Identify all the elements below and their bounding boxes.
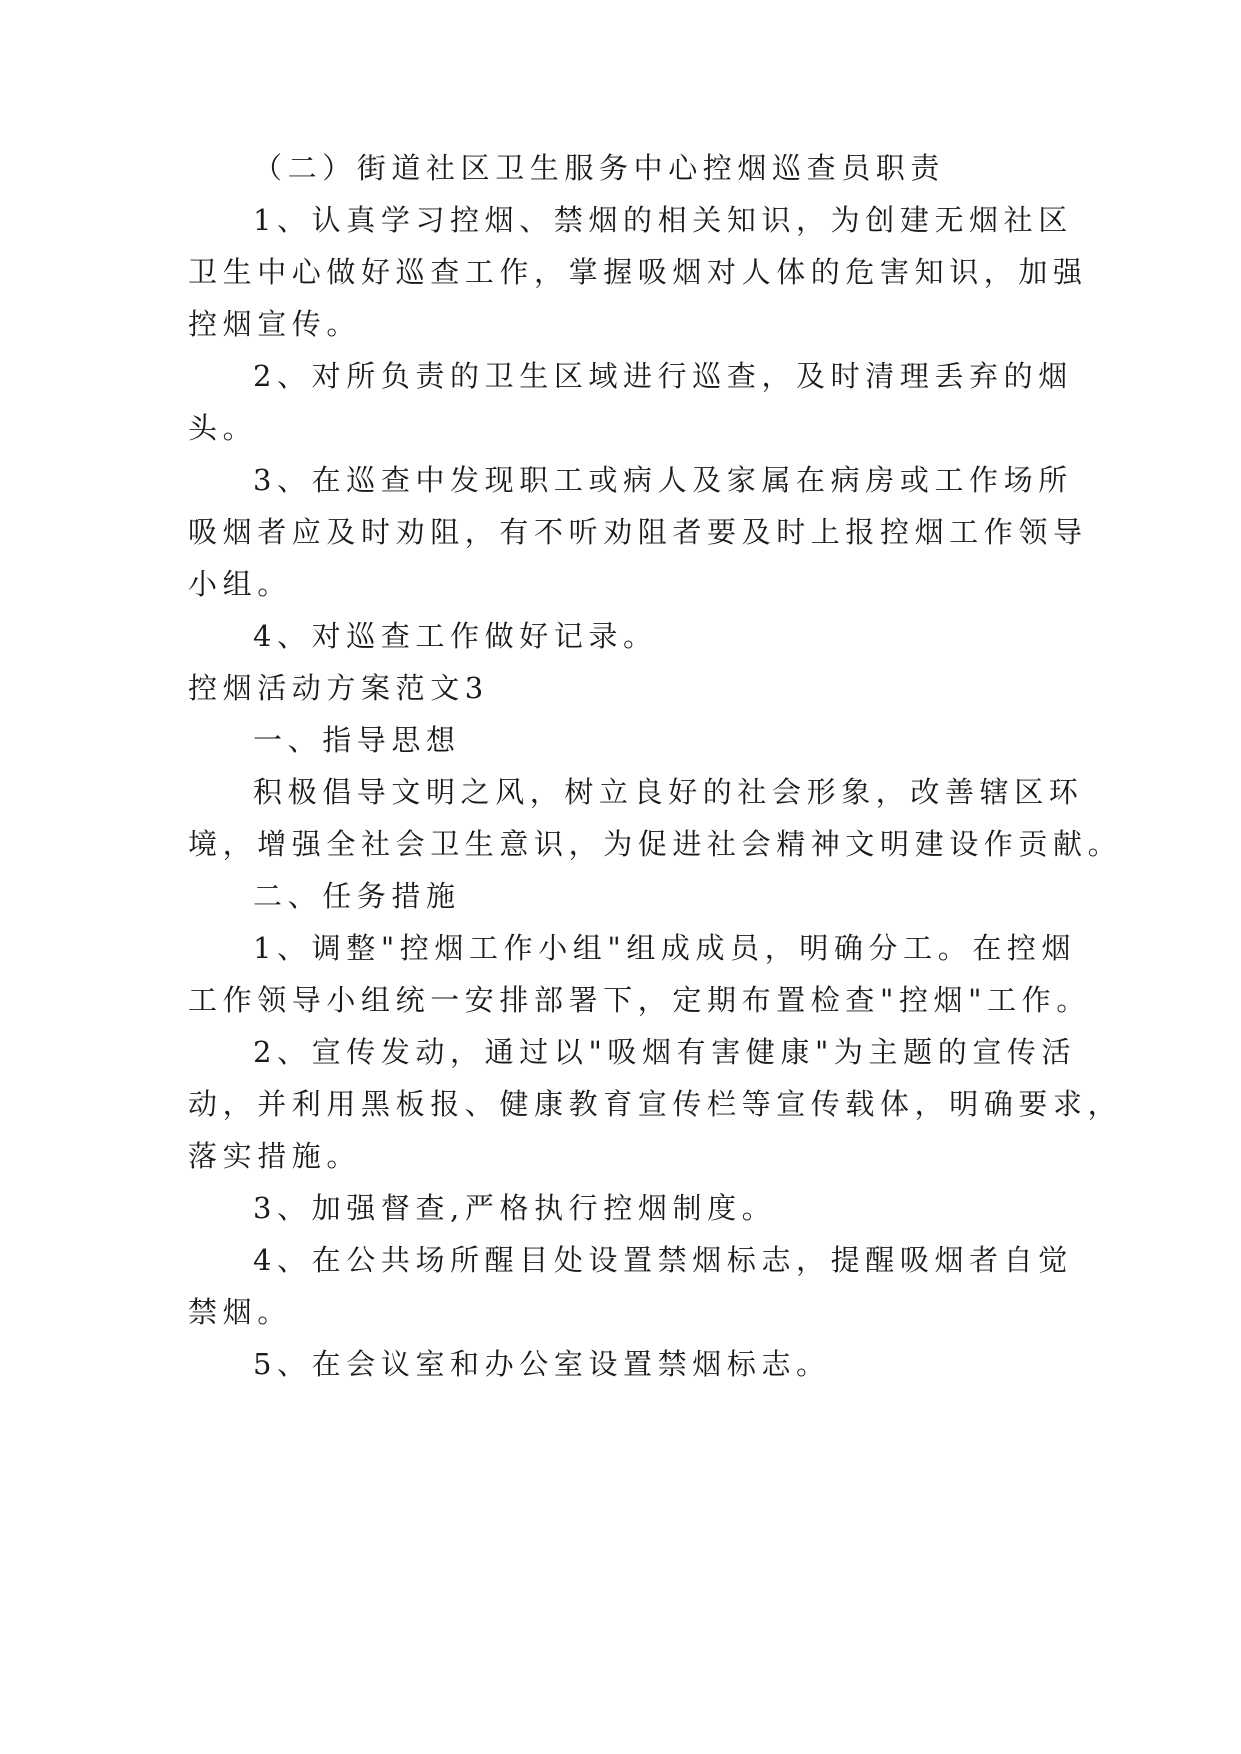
paragraph-line: 1、调整"控烟工作小组"组成成员，明确分工。在控烟 bbox=[253, 931, 1077, 965]
paragraph-line: 积极倡导文明之风，树立良好的社会形象，改善辖区环 bbox=[253, 775, 1084, 809]
paragraph-line: 动，并利用黑板报、健康教育宣传栏等宣传载体，明确要求， bbox=[188, 1087, 1123, 1121]
paragraph-line: 境，增强全社会卫生意识，为促进社会精神文明建设作贡献。 bbox=[188, 827, 1123, 861]
paragraph-line: 头。 bbox=[188, 411, 258, 445]
paragraph-line: 5、在会议室和办公室设置禁烟标志。 bbox=[253, 1347, 831, 1381]
paragraph-line: 卫生中心做好巡查工作，掌握吸烟对人体的危害知识，加强 bbox=[188, 255, 1088, 289]
document-title: 控烟活动方案范文3 bbox=[188, 671, 489, 705]
paragraph-line: 落实措施。 bbox=[188, 1139, 362, 1173]
paragraph-line: 4、对巡查工作做好记录。 bbox=[253, 619, 658, 653]
paragraph-line: 2、对所负责的卫生区域进行巡查，及时清理丢弃的烟 bbox=[253, 359, 1073, 393]
paragraph-line: 小组。 bbox=[188, 567, 292, 601]
paragraph-line: 3、在巡查中发现职工或病人及家属在病房或工作场所 bbox=[253, 463, 1073, 497]
paragraph-line: 3、加强督查,严格执行控烟制度。 bbox=[253, 1191, 777, 1225]
paragraph-line: 吸烟者应及时劝阻，有不听劝阻者要及时上报控烟工作领导 bbox=[188, 515, 1088, 549]
paragraph-line: 禁烟。 bbox=[188, 1295, 292, 1329]
section-heading-tasks-measures: 二、任务措施 bbox=[253, 879, 461, 913]
section-heading-patrol-duties: （二）街道社区卫生服务中心控烟巡查员职责 bbox=[253, 151, 946, 185]
section-heading-guiding-ideology: 一、指导思想 bbox=[253, 723, 461, 757]
paragraph-line: 2、宣传发动，通过以"吸烟有害健康"为主题的宣传活 bbox=[253, 1035, 1077, 1069]
paragraph-line: 控烟宣传。 bbox=[188, 307, 362, 341]
paragraph-line: 工作领导小组统一安排部署下，定期布置检查"控烟"工作。 bbox=[188, 983, 1091, 1017]
paragraph-line: 4、在公共场所醒目处设置禁烟标志，提醒吸烟者自觉 bbox=[253, 1243, 1073, 1277]
paragraph-line: 1、认真学习控烟、禁烟的相关知识，为创建无烟社区 bbox=[253, 203, 1073, 237]
